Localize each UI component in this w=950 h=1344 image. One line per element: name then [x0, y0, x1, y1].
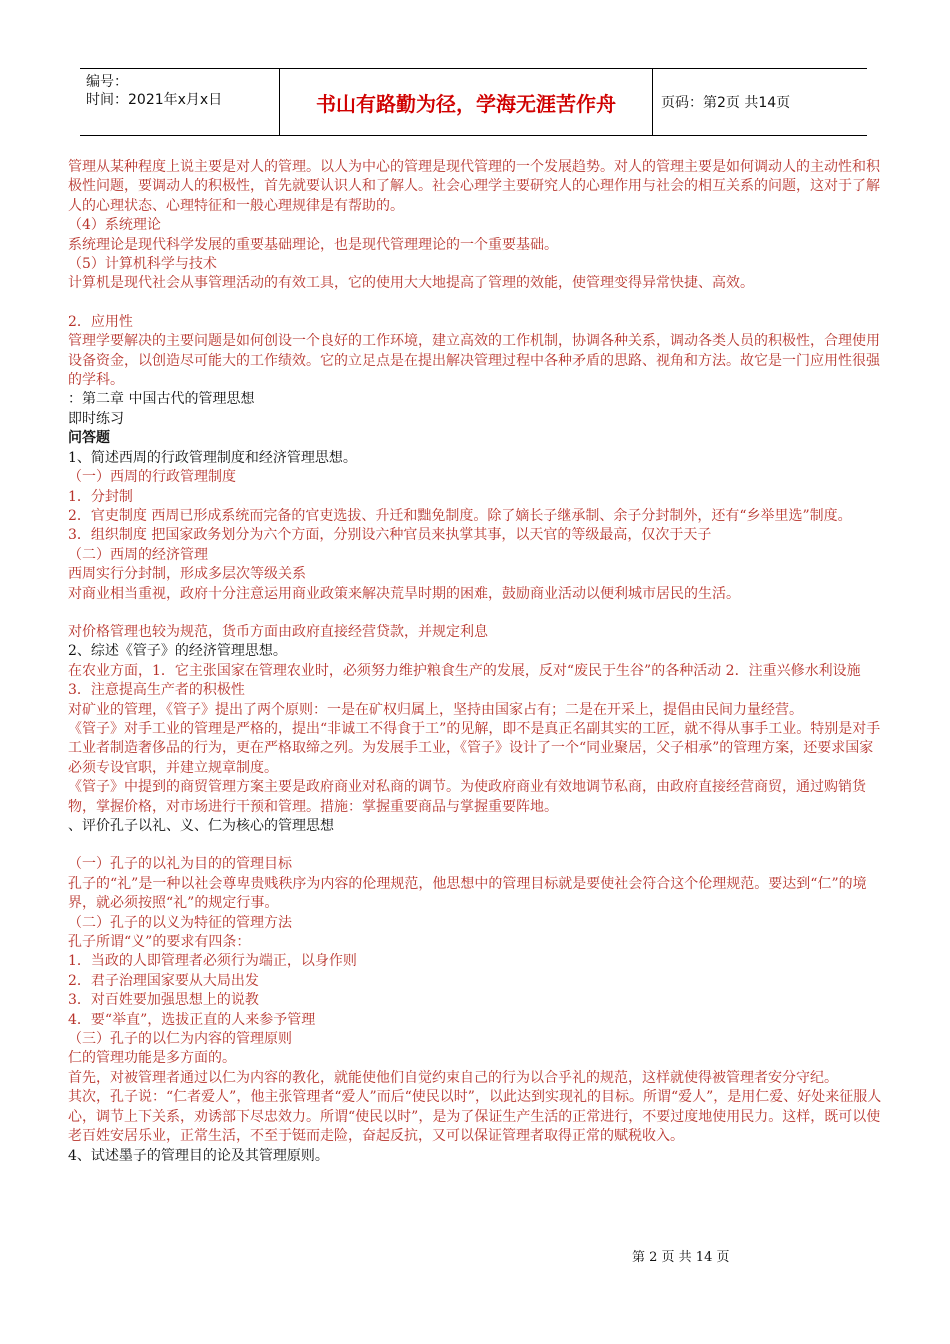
- paragraph: 对矿业的管理，《管子》提出了两个原则：一是在矿权归属上，坚持由国家占有；二是在开采上，提倡由民间力量经营。: [68, 701, 803, 718]
- paragraph: 孔子的“礼”是一种以社会尊卑贵贱秩序为内容的伦理规范，他思想中的管理目标就是要使社会符合这个伦理规范。要达到“仁”的境界，就必须按照“礼”的规定行事。: [68, 875, 867, 912]
- paragraph: 西周实行分封制，形成多层次等级关系: [68, 566, 306, 583]
- paragraph: 问答题: [68, 430, 110, 447]
- paragraph: 《管子》中提到的商贸管理方案主要是政府商业对私商的调节。为使政府商业有效地调节私商，由政府直接经营商贸，通过购销货物，掌握价格，对市场进行干预和管理。措施：掌握重要商品与掌握重要阵地。: [68, 779, 866, 815]
- paragraph: 4、试述墨子的管理目的论及其管理原则。: [68, 1147, 329, 1164]
- paragraph-gap: [68, 836, 882, 855]
- page-footer: 第 2 页 共 14 页: [632, 1250, 730, 1265]
- paragraph: （二）西周的经济管理: [68, 546, 208, 563]
- paragraph: 1、简述西周的行政管理制度和经济管理思想。: [68, 449, 357, 466]
- paragraph-gap: [68, 604, 882, 623]
- paragraph: （4）系统理论: [68, 217, 161, 234]
- paragraph: 2．应用性: [68, 313, 133, 330]
- document-body: [68, 158, 882, 1166]
- paragraph: 1．分封制: [68, 488, 133, 505]
- serial-label: 编号：: [86, 74, 128, 90]
- paragraph: 管理学要解决的主要问题是如何创设一个良好的工作环境，建立高效的工作机制，协调各种关系，调动各类人员的积极性，合理使用设备资金，以创造尽可能大的工作绩效。它的立足点是在提出解决管理过程中各种矛盾的思路、视角和方法。故它是一门应用性很强的学科。: [68, 333, 880, 389]
- header-meta: [80, 69, 280, 135]
- paragraph: 3．组织制度 把国家政务划分为六个方面，分别设六种官员来执掌其事，以天官的等级最高，仅次于天子: [68, 527, 712, 544]
- paragraph: 管理从某种程度上说主要是对人的管理。以人为中心的管理是现代管理的一个发展趋势。对人的管理主要是如何调动人的主动性和积极性问题，要调动人的积极性，首先就要认识人和了解人。社会心理学主要研究人的心理作用与社会的相互关系的问题，这对于了解人的心理状态、心理特征和一般心理规律是有帮助的。: [68, 159, 880, 214]
- paragraph: 3．对百姓要加强思想上的说教: [68, 992, 259, 1009]
- paragraph: 对价格管理也较为规范，货币方面由政府直接经营贷款，并规定利息: [68, 623, 488, 640]
- paragraph: 2．君子治理国家要从大局出发: [68, 972, 259, 989]
- paragraph: 即时练习: [68, 410, 124, 427]
- paragraph: 其次，孔子说：“仁者爱人”，他主张管理者“爱人”而后“使民以时”，以此达到实现礼的目标。所谓“爱人”，是用仁爱、好处来征服人心，调节上下关系，劝诱部下尽忠效力。所谓“使民以时”，是为了保证生产生活的正常进行，不要过度地使用民力。这样，既可以使老百姓安居乐业，正常生活，不至于铤而走险，奋起反抗，又可以保证管理者取得正常的赋税收入。: [68, 1089, 882, 1145]
- paragraph: 孔子所谓“义”的要求有四条：: [68, 934, 251, 951]
- paragraph: 首先，对被管理者通过以仁为内容的教化，就能使他们自觉约束自己的行为以合乎礼的规范，这样就使得被管理者安分守纪。: [68, 1069, 838, 1086]
- paragraph: 、评价孔子以礼、义、仁为核心的管理思想: [68, 818, 334, 834]
- page-header: [80, 68, 867, 136]
- paragraph: （三）孔子的以仁为内容的管理原则: [68, 1031, 292, 1048]
- time-label: 时间：2021年x月x日: [86, 92, 223, 108]
- paragraph: 2、综述《管子》的经济管理思想。: [68, 643, 287, 660]
- paragraph: 在农业方面，1．它主张国家在管理农业时，必须努力维护粮食生产的发展，反对“废民于生谷”的各种活动 2．注重兴修水利设施 3．注意提高生产者的积极性: [68, 662, 861, 699]
- paragraph: （5）计算机科学与技术: [68, 256, 217, 273]
- paragraph: 2．官吏制度 西周已形成系统而完备的官吏选拔、升迁和黜免制度。除了嫡长子继承制、余子分封制外，还有“乡举里选”制度。: [68, 507, 852, 524]
- paragraph: （二）孔子的以义为特征的管理方法: [68, 914, 292, 931]
- paragraph: 《管子》对手工业的管理是严格的，提出“非诚工不得食于工”的见解，即不是真正名副其实的工匠，就不得从事手工业。特别是对手工业者制造奢侈品的行为，更在严格取缔之列。为发展手工业，《管子》设计了一个“同业聚居，父子相承”的管理方案，还要求国家必须专设官职，并建立规章制度。: [68, 720, 881, 776]
- paragraph: 系统理论是现代科学发展的重要基础理论，也是现代管理理论的一个重要基础。: [68, 236, 558, 253]
- paragraph: （一）西周的行政管理制度: [68, 469, 236, 486]
- paragraph: 计算机是现代社会从事管理活动的有效工具，它的使用大大地提高了管理的效能，使管理变得异常快捷、高效。: [68, 275, 754, 292]
- paragraph: 4．要“举直”，选拔正直的人来参予管理: [68, 1011, 316, 1028]
- paragraph: 仁的管理功能是多方面的。: [68, 1050, 236, 1067]
- paragraph: ：第二章 中国古代的管理思想: [68, 391, 255, 408]
- header-page-label: 页码：第2页 共14页: [661, 95, 791, 111]
- paragraph: （一）孔子的以礼为目的的管理目标: [68, 856, 292, 873]
- paragraph-gap: [68, 294, 882, 313]
- paragraph: 1．当政的人即管理者必须行为端正，以身作则: [68, 953, 357, 970]
- paragraph: 对商业相当重视，政府十分注意运用商业政策来解决荒旱时期的困难，鼓励商业活动以便利城市居民的生活。: [68, 585, 740, 602]
- header-motto: 书山有路勤为径，学海无涯苦作舟: [280, 69, 653, 135]
